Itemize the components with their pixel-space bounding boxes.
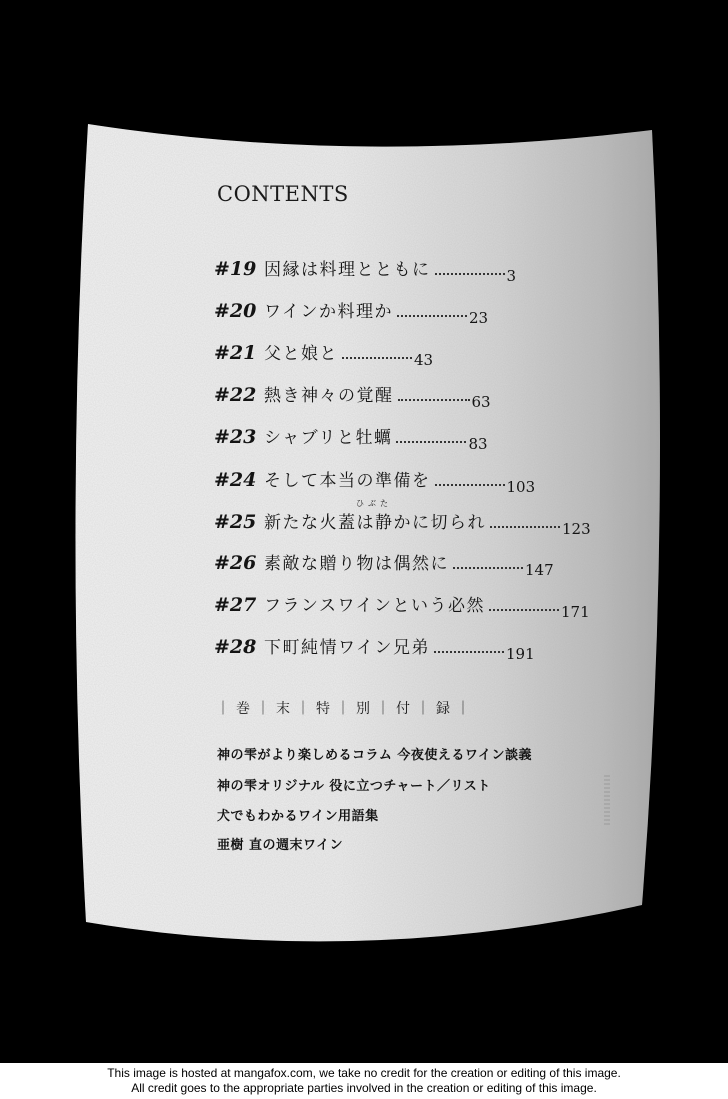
chapter-number: #27 [214,594,257,616]
chapter-title-text: そして本当の準備を [264,471,431,491]
chapter-row [214,633,535,661]
chapter-title [264,466,431,491]
page-number: 123 [562,520,591,538]
leader-dots [398,398,470,401]
chapter-title [264,297,393,322]
page-number: 23 [469,309,489,327]
chapter-title [264,255,431,280]
leader-dots [435,272,505,275]
chapter-number: #22 [214,384,257,406]
chapter-title [264,423,392,448]
leader-dots [396,440,466,443]
scan-edge-mark [604,775,610,825]
chapter-number: #21 [214,342,257,364]
chapter-number: #28 [214,636,257,658]
furigana: ひぶた [356,499,392,508]
chapter-title-text: フランスワインという必然 [264,596,485,616]
chapter-number: #25 [214,511,257,533]
chapter-title-text: 父と娘と [264,344,338,364]
page-number: 147 [525,561,554,579]
chapter-title [264,591,485,616]
chapter-row [214,499,591,538]
page-number: 171 [560,603,590,621]
chapter-number: #26 [214,552,257,574]
chapter-row [214,549,554,577]
page-number: 103 [506,478,536,496]
page-number: 43 [414,351,434,369]
page-number: 3 [506,267,517,285]
bonus-item: 亜樹 直の週末ワイン [217,838,344,853]
chapter-title-text: 熱き神々の覚醒 [264,386,394,406]
page-number: 63 [471,393,491,411]
hosting-notice-line-2: All credit goes to the appropriate parties involved in the creation or editing of this image. [131,1081,597,1095]
bonus-section-header: ｜巻｜末｜特｜別｜付｜録｜ [216,701,476,717]
contents-heading: CONTENTS [217,182,349,206]
chapter-row [214,466,535,494]
chapter-title-text: 素敵な贈り物は偶然に [264,554,449,574]
chapter-row [214,591,590,619]
leader-dots [342,356,412,359]
chapter-row [214,339,433,367]
page-number: 191 [506,645,535,663]
leader-dots [490,525,560,528]
chapter-number: #19 [214,258,257,280]
chapter-title-text: 新たな火蓋は静かに切られ [264,513,486,533]
chapter-row [214,297,488,325]
chapter-row [214,255,516,283]
chapter-title [264,499,486,533]
bonus-item: 犬でもわかるワイン用語集 [217,809,379,824]
chapter-title-text: 下町純情ワイン兄弟 [264,638,430,658]
leader-dots [453,566,523,569]
hosting-notice-line-1: This image is hosted at mangafox.com, we take no credit for the creation or editing of this image. [107,1066,621,1080]
chapter-title [264,339,338,364]
page-number: 83 [468,435,488,453]
chapter-number: #20 [214,300,257,322]
leader-dots [434,650,504,653]
chapter-title [264,381,394,406]
bonus-item: 神の雫オリジナル 役に立つチャート／リスト [217,779,491,794]
chapter-row [214,381,491,409]
leader-dots [397,314,467,317]
chapter-title [264,549,449,574]
bonus-item: 神の雫がより楽しめるコラム 今夜使えるワイン談義 [217,748,533,763]
leader-dots [435,483,505,486]
chapter-title-text: ワインか料理か [264,302,393,322]
chapter-number: #24 [214,469,257,491]
chapter-title [264,633,430,658]
chapter-number: #23 [214,426,257,448]
leader-dots [489,608,559,611]
chapter-title-text: 因縁は料理とともに [264,260,431,280]
chapter-title-text: シャブリと牡蠣 [264,428,393,448]
hosting-notice [0,1063,728,1099]
chapter-row [214,423,488,451]
